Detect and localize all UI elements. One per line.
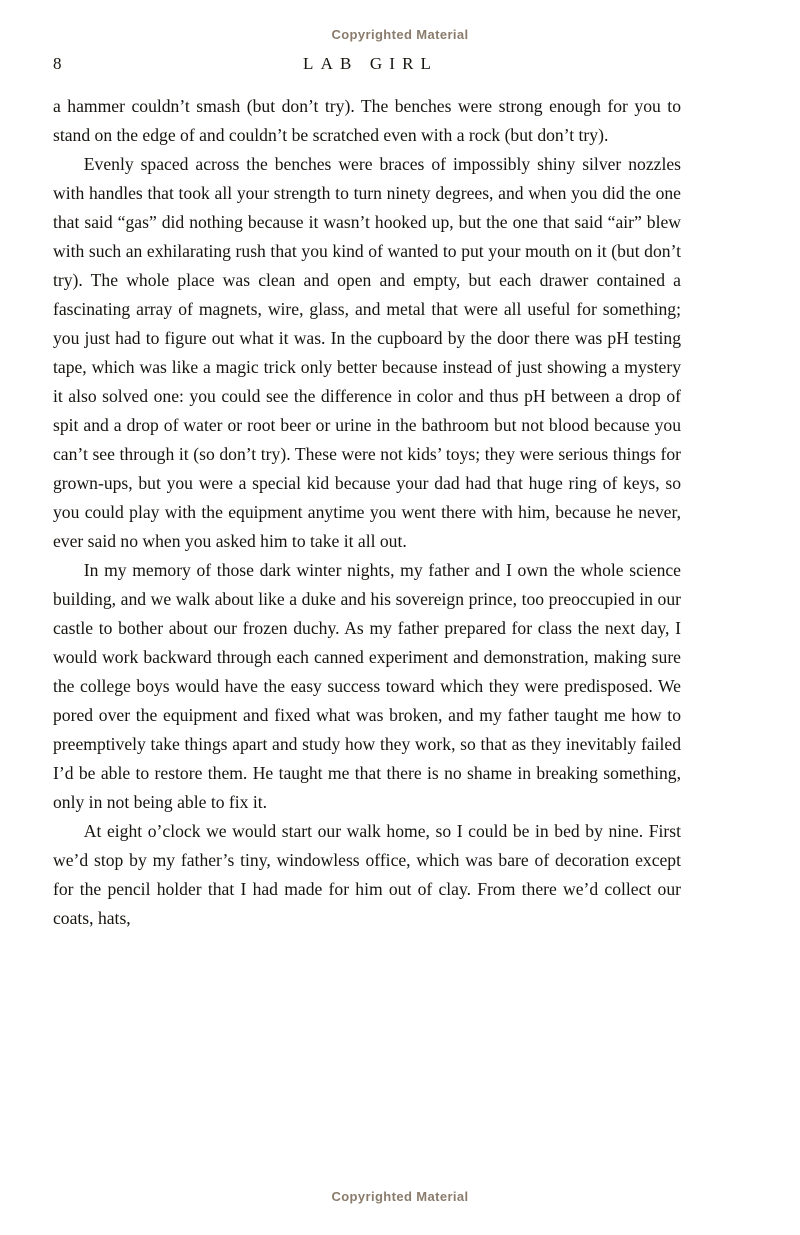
running-title: LAB GIRL [303,54,439,73]
paragraph: In my memory of those dark winter nights, my father and I own the whole science building, and we walk about like a duke and his sovereign prince, too preoccupied in our castle to bother about our frozen duchy. As my father prepared for class the next day, I would work backward through each canned experiment and demonstration, making sure the college boys would have the easy success toward which they were predisposed. We pored over the equipment and fixed what was broken, and my father taught me how to preemptively take things apart and study how they work, so that as they inevitably failed I’d be able to restore them. He taught me that there is no shame in breaking something, only in not being able to fix it. [53,560,681,812]
running-header [53,54,681,78]
paragraph: At eight o’clock we would start our walk home, so I could be in bed by nine. First we’d stop by my father’s tiny, windowless office, which was bare of decoration except for the pencil holder that I had made for him out of clay. From there we’d collect our coats, hats, [53,821,681,928]
copyright-notice-bottom: Copyrighted Material [331,1189,469,1204]
page-number: 8 [53,54,62,73]
body-text [53,92,681,933]
paragraph: a hammer couldn’t smash (but don’t try). The benches were strong enough for you to stand on the edge of and couldn’t be scratched even with a rock (but don’t try). [53,96,681,145]
paragraph: Evenly spaced across the benches were braces of impossibly shiny silver nozzles with handles that took all your strength to turn ninety degrees, and when you did the one that said “gas” did nothing because it wasn’t hooked up, but the one that said “air” blew with such an exhilarating rush that you kind of wanted to put your mouth on it (but don’t try). The whole place was clean and open and empty, but each drawer contained a fascinating array of magnets, wire, glass, and metal that were all useful for something; you just had to figure out what it was. In the cupboard by the door there was pH testing tape, which was like a magic trick only better because instead of just showing a mystery it also solved one: you could see the difference in color and thus pH between a drop of spit and a drop of water or root beer or urine in the bathroom but not blood because you can’t see through it (so don’t try). These were not kids’ toys; they were serious things for grown-ups, but you were a special kid because your dad had that huge ring of keys, so you could play with the equipment anytime you went there with him, because he never, ever said no when you asked him to take it all out. [53,154,681,551]
copyright-notice-top: Copyrighted Material [331,27,469,42]
